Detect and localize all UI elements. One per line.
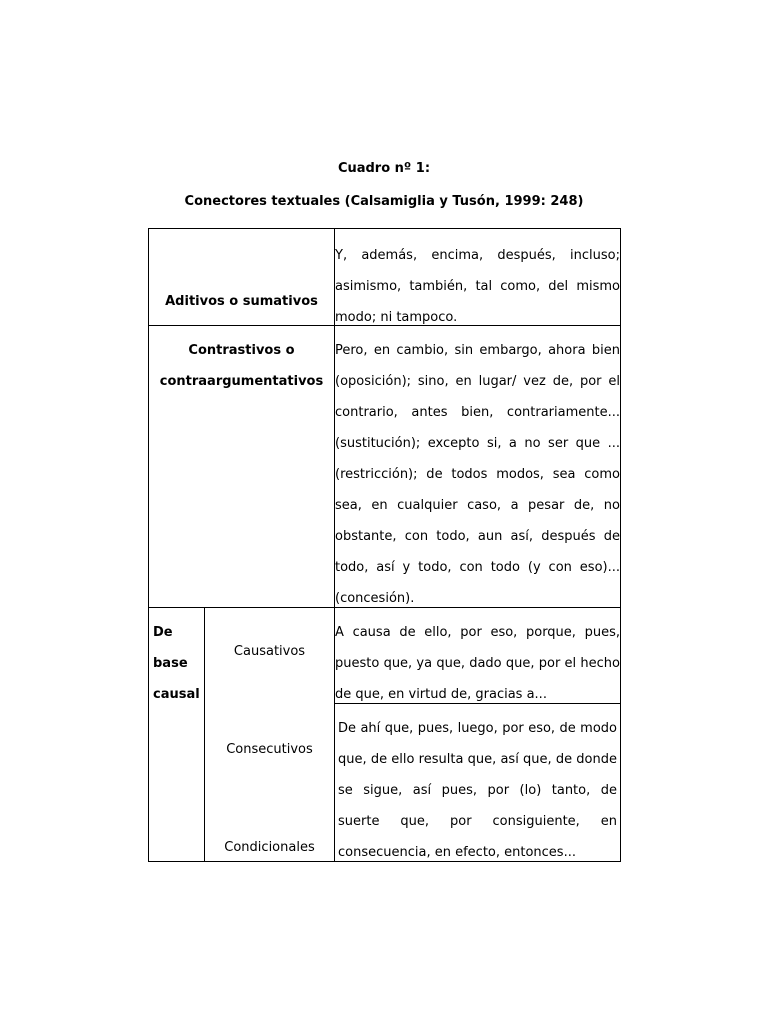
category-causal-line3: causal — [153, 687, 200, 702]
subcategory-condicionales: Condicionales — [224, 840, 315, 855]
category-aditivos: Aditivos o sumativos — [165, 294, 318, 309]
category-contrastivos — [149, 335, 334, 397]
category-causal — [153, 617, 203, 710]
subcategory-consecutivos: Consecutivos — [226, 742, 313, 757]
connectors-consecutivos: De ahí que, pues, luego, por eso, de modo que, de ello resulta que, así que, de donde se sigue, así pues, por (lo) tanto, de suerte que, por consiguiente, en consecuencia, en efecto, entonces... — [338, 721, 617, 860]
table-border-right — [620, 228, 621, 862]
category-contrastivos-line1: Contrastivos o — [188, 343, 295, 358]
category-contrastivos-line2: contraargumentativos — [159, 374, 324, 389]
category-causal-line1: De — [153, 625, 173, 640]
table-border-top — [148, 228, 621, 229]
table-caption-number: Cuadro nº 1: — [337, 161, 431, 176]
table-border-left — [148, 228, 149, 862]
table-caption-title: Conectores textuales (Calsamiglia y Tusón, 1999: 248) — [184, 194, 584, 209]
connectors-aditivos: Y, además, encima, después, incluso; asimismo, también, tal como, del mismo modo; ni tampoco. — [335, 248, 620, 325]
connectors-contrastivos: Pero, en cambio, sin embargo, ahora bien (oposición); sino, en lugar/ vez de, por el contrario, antes bien, contrariamente... (sustitución); excepto si, a no ser que ... (restricción); de todos modos, sea como sea, en cualquier caso, a pesar de, no obstante, con todo, aun así, después de todo, así y todo, con todo (y con eso)... (concesión). — [335, 343, 620, 606]
subcategory-causativos: Causativos — [233, 644, 306, 659]
category-causal-line2: base — [153, 656, 188, 671]
connectors-causativos: A causa de ello, por eso, porque, pues, puesto que, ya que, dado que, por el hecho de que, en virtud de, gracias a... — [335, 625, 620, 702]
